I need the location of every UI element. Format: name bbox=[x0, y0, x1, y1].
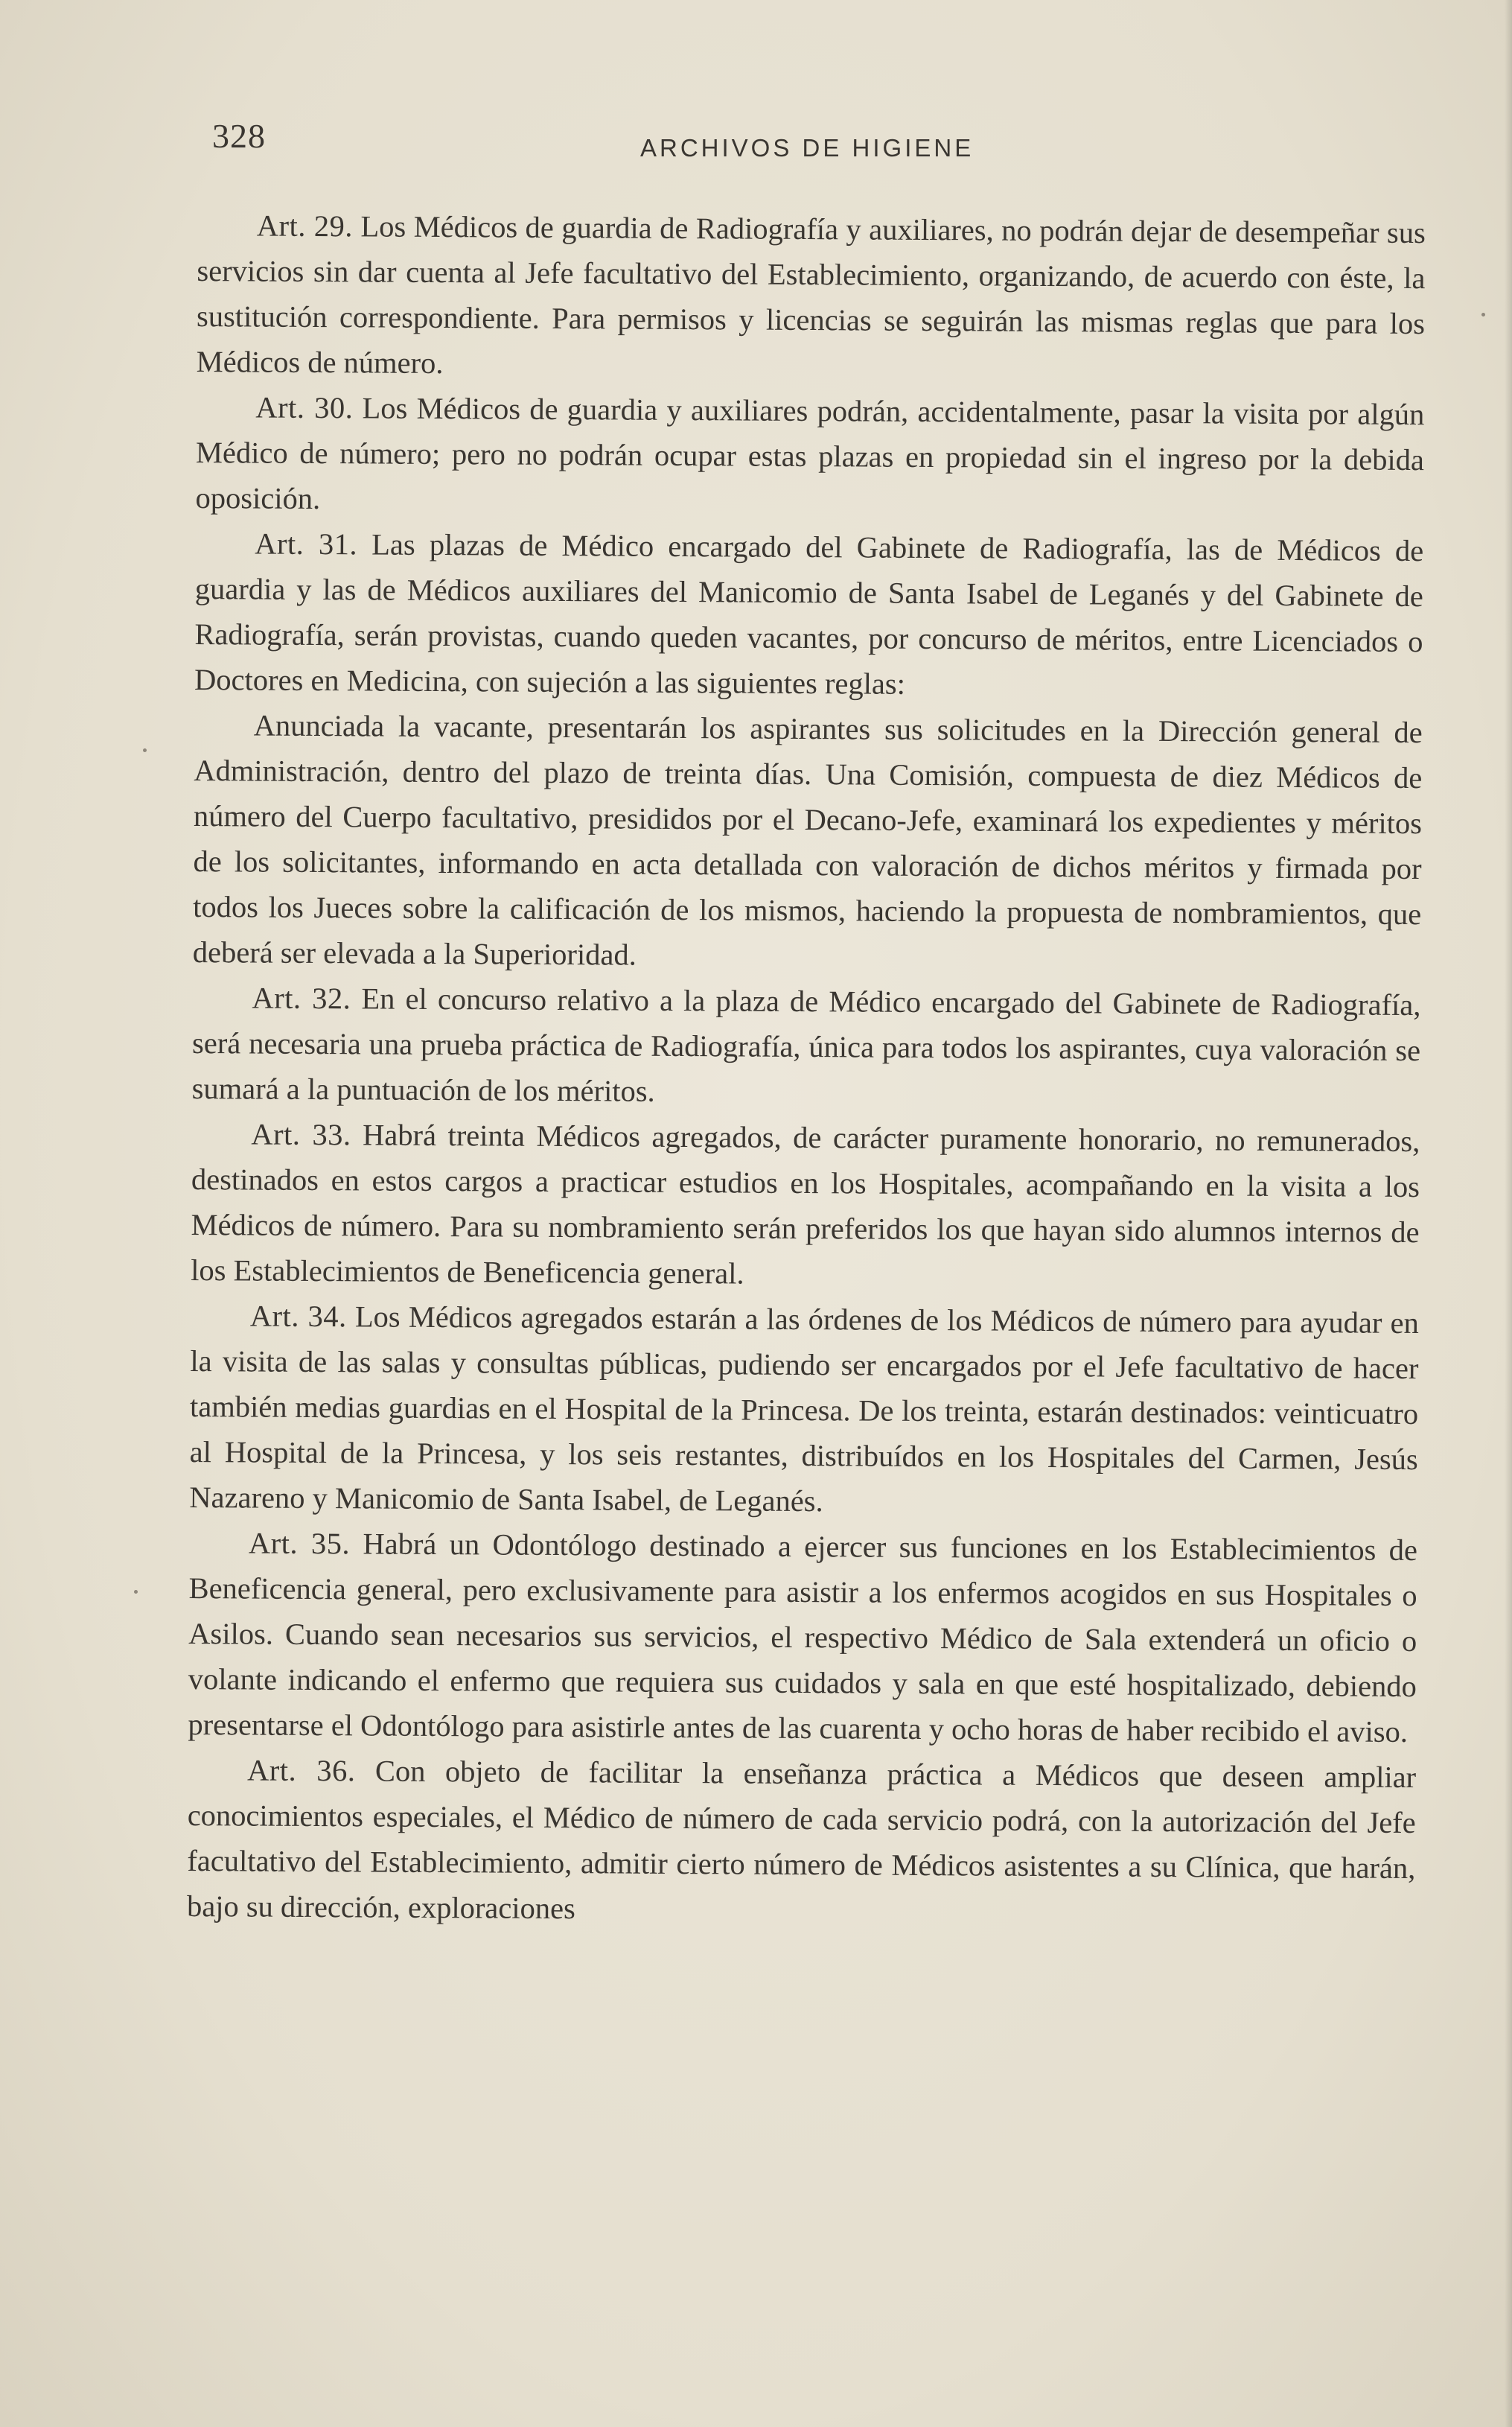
article-30 bbox=[195, 384, 1424, 528]
page-number: 328 bbox=[212, 117, 266, 155]
article-31-rules-paragraph bbox=[193, 702, 1423, 982]
article-text: Las plazas de Médico encargado del Gabinete de Radiografía, las de Médicos de guardia y las de Médicos auxiliares del Manicomio de Santa Isabel de Leganés y del Gabinete de Radiografía, serán provistas, cuando queden vacantes, por concurso de méritos, entre Licenciados o Doctores en Medicina, con sujeción a las siguientes reglas: bbox=[194, 527, 1424, 701]
article-text: Los Médicos de guardia de Radiografía y auxiliares, no podrán dejar de desempeñar sus servicios sin dar cuenta al Jefe facultativo del Establecimiento, organizando, de acuerdo con éste, la sustitución correspondiente. Para permisos y licencias se seguirán las mismas reglas que para los Médicos de número. bbox=[196, 209, 1426, 381]
body-text bbox=[187, 203, 1426, 1936]
article-35 bbox=[188, 1520, 1417, 1755]
article-label: Art. 29. bbox=[256, 209, 354, 244]
article-text: En el concurso relativo a la plaza de Médico encargado del Gabinete de Radiografía, será necesaria una prueba práctica de Radiografía, única para todos los aspirantes, cuya valoración se sumará a la puntuación de los méritos. bbox=[191, 982, 1421, 1108]
article-32 bbox=[192, 975, 1421, 1119]
article-label: Art. 34. bbox=[249, 1299, 347, 1334]
article-29 bbox=[197, 203, 1426, 392]
article-label: Art. 32. bbox=[252, 981, 351, 1016]
article-label: Art. 31. bbox=[255, 527, 358, 562]
article-text: Los Médicos de guardia y auxiliares podrán, accidentalmente, pasar la visita por algún Médico de número; pero no podrán ocupar estas plazas en propiedad sin el ingreso por la debida oposición. bbox=[195, 391, 1425, 516]
article-label: Art. 33. bbox=[251, 1117, 351, 1152]
paragraph-text: Anunciada la vacante, presentarán los aspirantes sus solicitudes en la Dirección general de Administración, dentro del plazo de treinta días. Una Comisión, compuesta de diez Médicos de número del Cuerpo facultativo, presididos por el Decano-Jefe, examinará los expedientes y méritos de los solicitantes, informando en acta detallada con valoración de dichos méritos y firmada por todos los Jueces sobre la calificación de los mismos, haciendo la propuesta de nombramientos, que deberá ser elevada a la Superioridad. bbox=[192, 708, 1423, 972]
article-34 bbox=[189, 1293, 1419, 1527]
article-text: Habrá un Odontólogo destinado a ejercer sus funciones en los Establecimientos de Beneficencia general, pero exclusivamente para asistir a los enfermos acogidos en sus Hospitales o Asilos. Cuando sean necesarios sus servicios, el respectivo Médico de Sala extenderá un oficio o volante indicando el enfermo que requiera sus cuidados y sala en que esté hospitalizado, debiendo presentarse el Odontólogo para asistirle antes de las cuarenta y ocho horas de haber recibido el aviso. bbox=[188, 1527, 1418, 1749]
article-text: Los Médicos agregados estarán a las órdenes de los Médicos de número para ayudar en la visita de las salas y consultas públicas, pudiendo ser encargados por el Jefe facultativo de hacer también medias guardias en el Hospital de la Princesa. De los treinta, estarán destinados: veinticuatro al Hospital de la Princesa, y los seis restantes, distribuídos en los Hospitales del Carmen, Jesús Nazareno y Manicomio de Santa Isabel, de Leganés. bbox=[189, 1300, 1419, 1518]
article-text: Habrá treinta Médicos agregados, de carácter puramente honorario, no remunerados, destinados en estos cargos a practicar estudios en los Hospitales, acompañando en la visita a los Médicos de número. Para su nombramiento serán preferidos los que hayan sido alumnos internos de los Establecimientos de Beneficencia general. bbox=[191, 1118, 1420, 1291]
margin-speck bbox=[143, 748, 147, 752]
article-label: Art. 30. bbox=[255, 390, 354, 425]
article-36 bbox=[187, 1747, 1416, 1936]
journal-title: ARCHIVOS DE HIGIENE bbox=[640, 134, 974, 162]
article-33 bbox=[191, 1111, 1420, 1300]
margin-speck bbox=[134, 1590, 138, 1594]
margin-speck bbox=[1481, 313, 1485, 317]
article-label: Art. 36. bbox=[247, 1753, 356, 1788]
article-31 bbox=[194, 521, 1423, 710]
page-edge-shadow bbox=[1505, 0, 1512, 2427]
article-text: Con objeto de facilitar la enseñanza práctica a Médicos que deseen ampliar conocimientos especiales, el Médico de número de cada servicio podrá, con la autorización del Jefe facultativo del Establecimiento, admitir cierto número de Médicos asistentes a su Clínica, que harán, bajo su dirección, exploraciones bbox=[186, 1754, 1417, 1926]
article-label: Art. 35. bbox=[248, 1526, 351, 1561]
running-head bbox=[212, 112, 1433, 171]
